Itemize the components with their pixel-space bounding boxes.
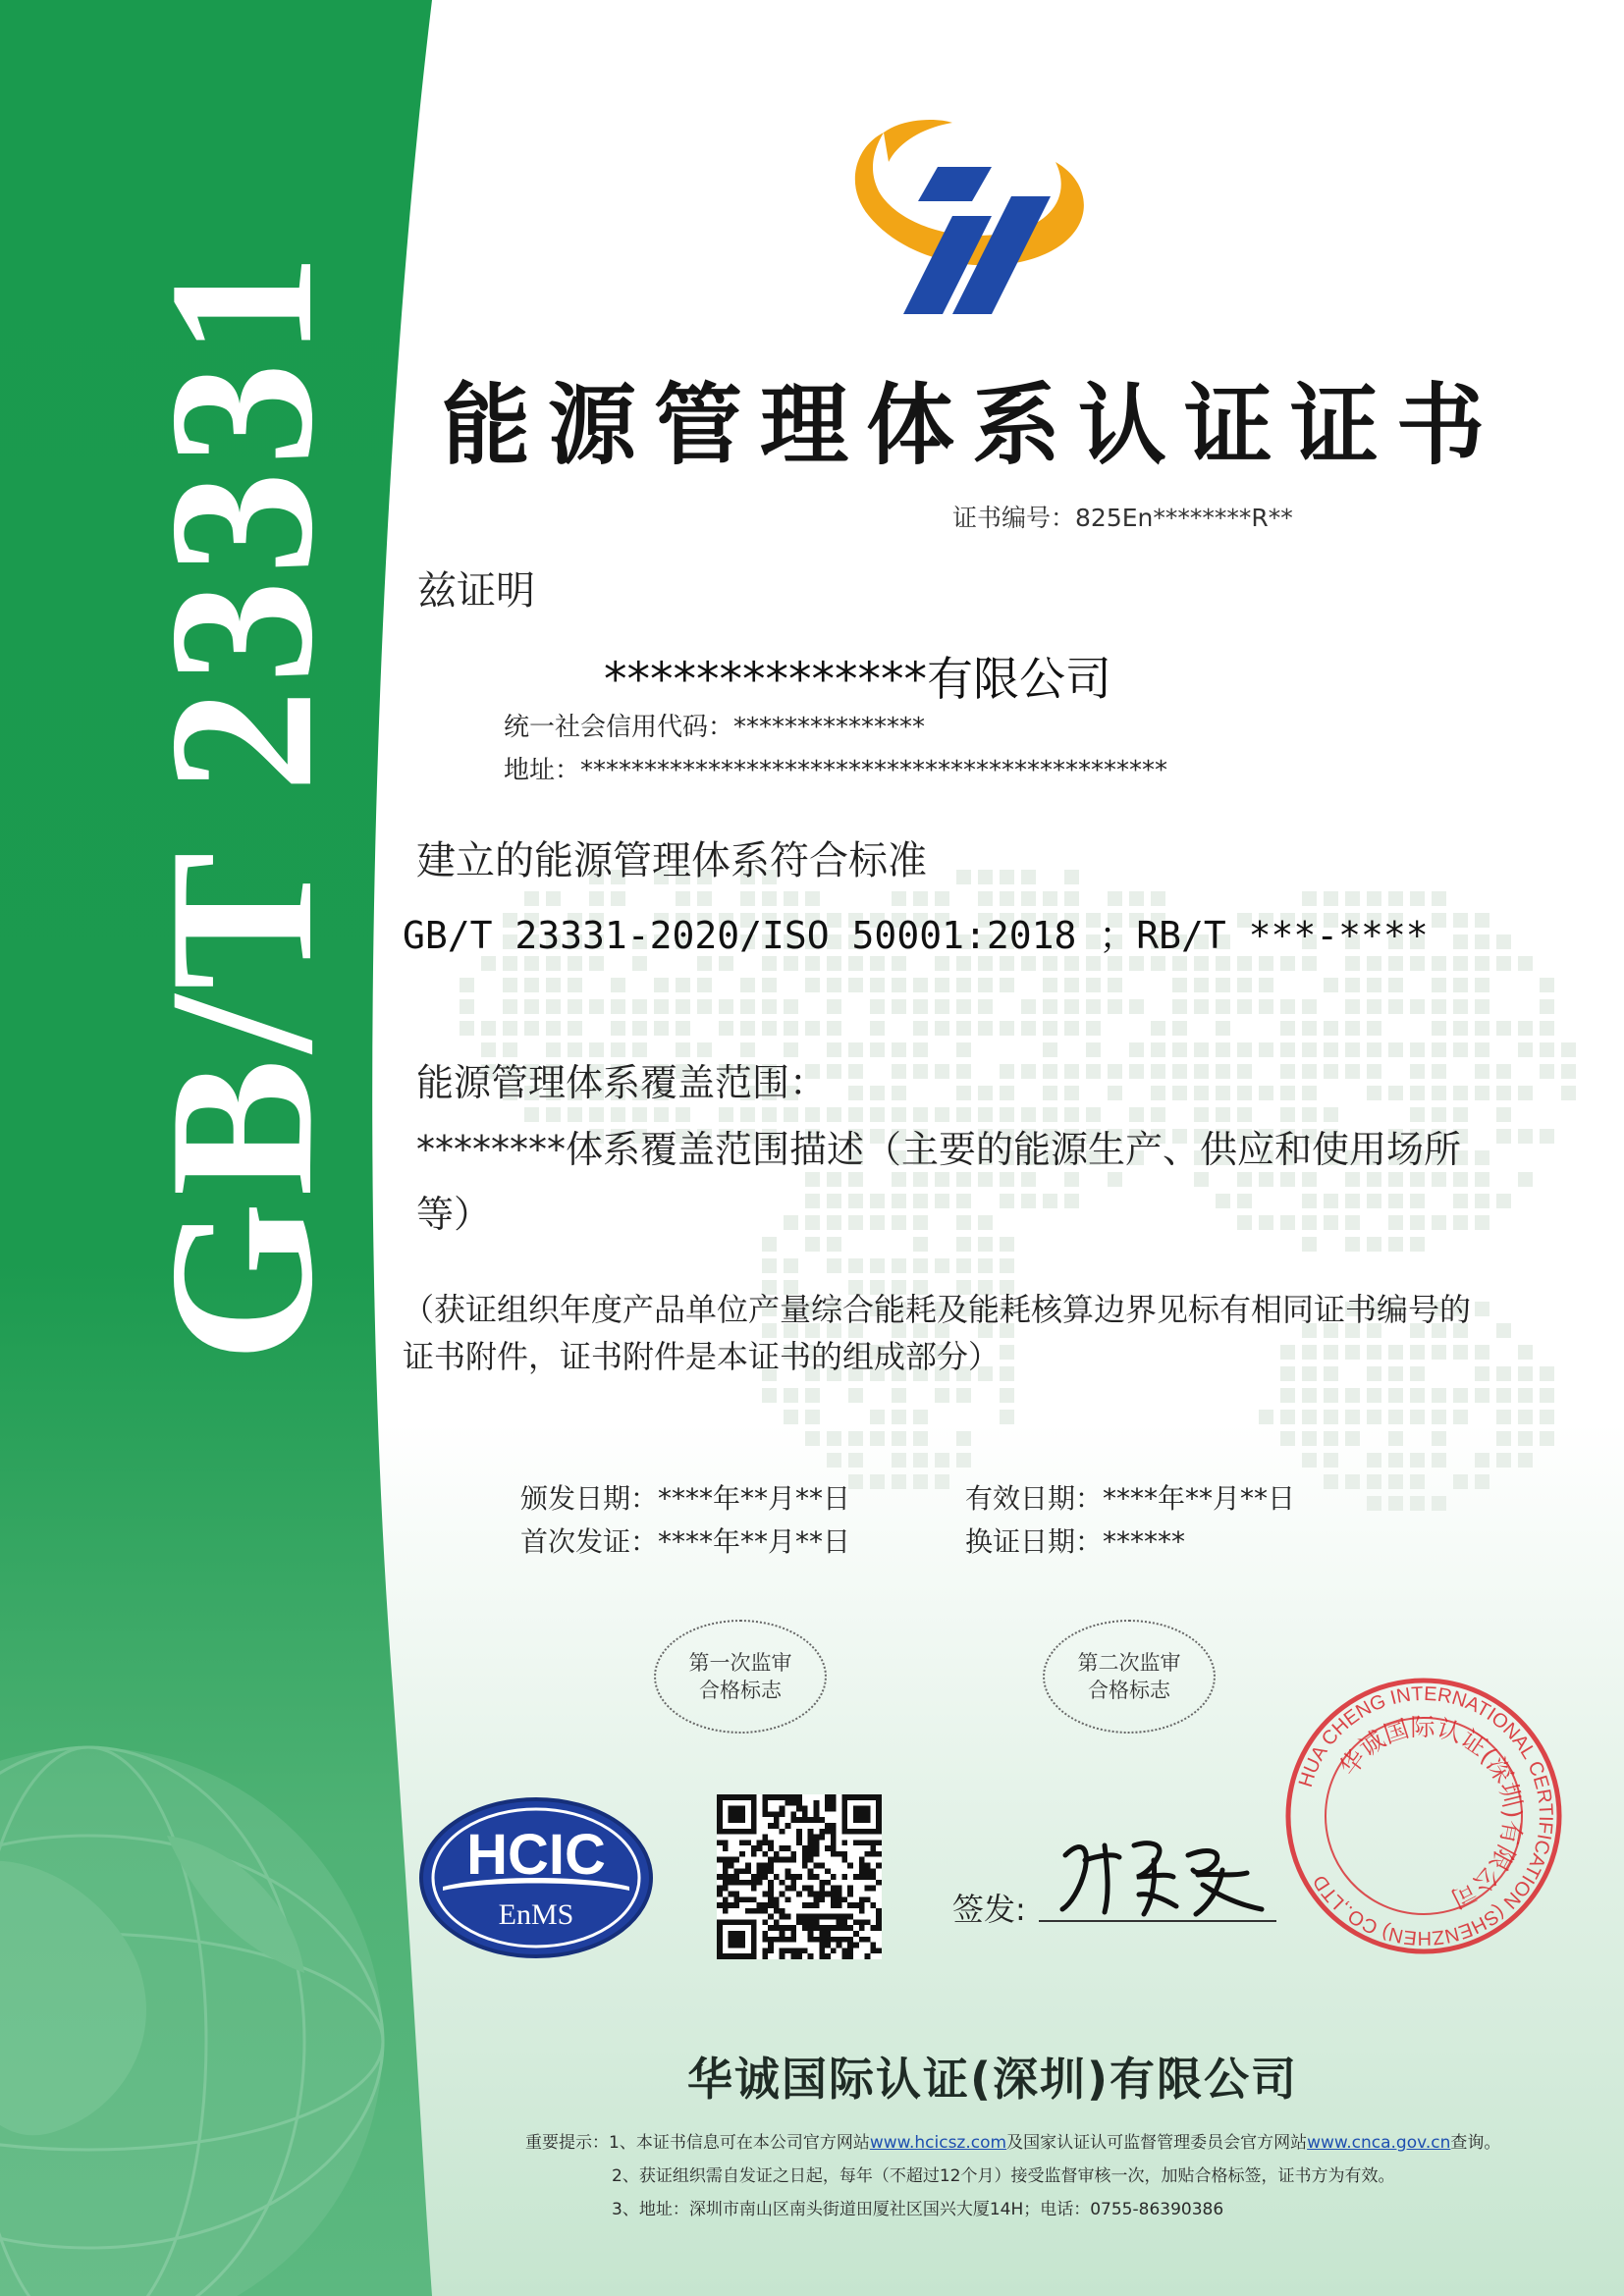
side-banner-standard: GB/T 23331 xyxy=(128,247,355,1362)
renewal-date: 换证日期：****** xyxy=(965,1525,1186,1558)
qr-code[interactable] xyxy=(717,1794,882,1959)
hcic-website-link[interactable]: www.hcicsz.com xyxy=(869,2133,1007,2153)
valid-date: 有效日期：****年**月**日 xyxy=(965,1482,1296,1515)
seal-inner-text: 华诚国际认证(深圳)有限公司 xyxy=(1333,1712,1528,1914)
issuer-name: 华诚国际认证(深圳)有限公司 xyxy=(687,2053,1299,2106)
certificate-title: 能源管理体系认证证书 xyxy=(442,374,1502,477)
note-line-2: 2、获证组织需自发证之日起，每年（不超过12个月）接受监督审核一次，加贴合格标签，证书方为有效。 xyxy=(612,2166,1395,2186)
hcic-sub-text: EnMS xyxy=(498,1898,574,1931)
scope-text: ********体系覆盖范围描述（主要的能源生产、供应和使用场所等） xyxy=(416,1128,1462,1236)
credit-code: 统一社会信用代码：*************** xyxy=(504,713,926,742)
hereby-certify: 兹证明 xyxy=(417,568,535,614)
note-line-1: 重要提示：1、本证书信息可在本公司官方网站www.hcicsz.com及国家认证认可监督管理委员会官方网站www.cnca.gov.cn查询。 xyxy=(525,2133,1501,2153)
company-seal-stamp xyxy=(1276,1669,1571,1963)
company-logo-icon xyxy=(844,108,1090,324)
signature-label: 签发: xyxy=(952,1891,1026,1928)
standard-label: 建立的能源管理体系符合标准 xyxy=(416,838,927,883)
hcic-enms-logo-icon xyxy=(418,1796,654,1959)
company-address: 地址：********************************************** xyxy=(504,756,1168,785)
issue-date: 颁发日期：****年**月**日 xyxy=(520,1482,851,1515)
important-notes xyxy=(525,2126,1500,2226)
first-issue-date: 首次发证：****年**月**日 xyxy=(520,1525,851,1558)
seal-outer-text: HUA CHENG INTERNATIONAL CERTIFICATION (SHENZHEN) CO.,LTD xyxy=(1294,1682,1557,1949)
company-name: **************有限公司 xyxy=(604,653,1111,707)
certificate-number: 证书编号：825En********R** xyxy=(952,504,1293,532)
signature-icon xyxy=(1051,1816,1286,1924)
second-surveillance-mark: 第二次监审 合格标志 xyxy=(1043,1620,1216,1734)
hcic-main-text: HCIC xyxy=(466,1823,606,1887)
note-line-3: 3、地址：深圳市南山区南头街道田厦社区国兴大厦14H；电话：0755-86390386 xyxy=(612,2200,1224,2219)
scope-label: 能源管理体系覆盖范围： xyxy=(416,1061,828,1104)
first-surveillance-mark: 第一次监审 合格标志 xyxy=(654,1620,827,1734)
standard-code: GB/T 23331-2020/ISO 50001:2018 ；RB/T ***-**** xyxy=(403,914,1429,957)
attachment-note: （获证组织年度产品单位产量综合能耗及能耗核算边界见标有相同证书编号的证书附件，证书附件是本证书的组成部分） xyxy=(403,1291,1472,1375)
cnca-website-link[interactable]: www.cnca.gov.cn xyxy=(1307,2133,1451,2153)
